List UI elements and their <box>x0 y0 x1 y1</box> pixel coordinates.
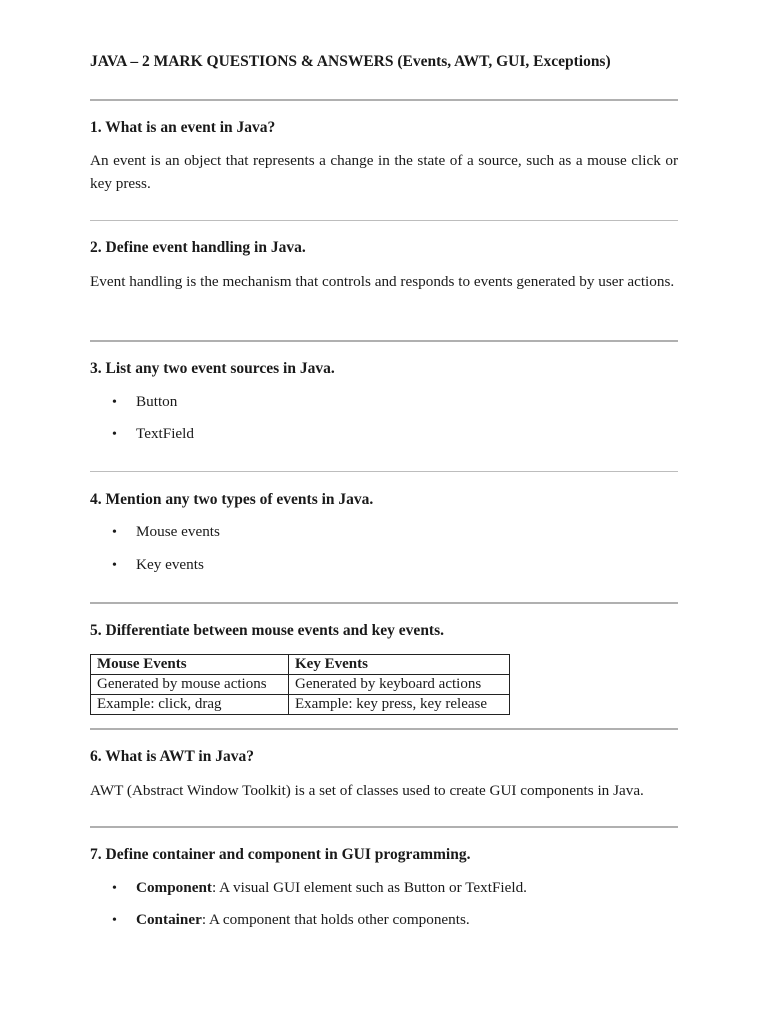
table-header-row <box>91 655 510 675</box>
question-6-heading: 6. What is AWT in Java? <box>90 748 254 765</box>
section-divider <box>90 602 678 604</box>
list-item-text: Button <box>136 393 178 410</box>
list-item <box>112 556 204 574</box>
list-item-text: Key events <box>136 556 204 573</box>
list-item-text: TextField <box>136 425 194 442</box>
list-item <box>112 393 177 411</box>
list-item <box>112 425 194 443</box>
section-divider <box>90 471 678 472</box>
document-title: JAVA – 2 MARK QUESTIONS & ANSWERS (Events, AWT, GUI, Exceptions) <box>90 53 611 70</box>
section-divider <box>90 340 678 342</box>
table-cell: Generated by keyboard actions <box>289 675 510 695</box>
definition-item-component <box>112 879 527 897</box>
section-divider <box>90 826 678 828</box>
table-row <box>91 695 510 715</box>
list-item-text: Mouse events <box>136 523 220 540</box>
bullet-icon: • <box>112 525 117 540</box>
bullet-icon: • <box>112 395 117 410</box>
section-divider <box>90 728 678 730</box>
question-1-heading: 1. What is an event in Java? <box>90 119 276 136</box>
section-divider <box>90 99 678 101</box>
question-3-heading: 3. List any two event sources in Java. <box>90 360 335 377</box>
table-header-cell: Key Events <box>289 655 510 675</box>
bullet-icon: • <box>112 427 117 442</box>
bullet-icon: • <box>112 881 117 896</box>
definition-term: Component <box>136 879 212 896</box>
definition-text: : A component that holds other components. <box>201 911 470 928</box>
definition-term: Container <box>136 911 202 928</box>
table-header-cell: Mouse Events <box>91 655 289 675</box>
bullet-icon: • <box>112 558 117 573</box>
question-2-answer: Event handling is the mechanism that controls and responds to events generated by user actions. <box>90 273 675 290</box>
question-1-answer: An event is an object that represents a change in the state of a source, such as a mouse click or key press. <box>90 152 678 192</box>
question-5-heading: 5. Differentiate between mouse events and key events. <box>90 622 445 639</box>
table-cell: Example: click, drag <box>91 695 289 715</box>
table-cell: Example: key press, key release <box>289 695 510 715</box>
bullet-icon: • <box>112 913 117 928</box>
definition-item-container <box>112 911 470 929</box>
table-row <box>91 675 510 695</box>
question-6-answer: AWT (Abstract Window Toolkit) is a set of classes used to create GUI components in Java. <box>90 782 644 799</box>
list-item <box>112 523 220 541</box>
question-7-heading: 7. Define container and component in GUI programming. <box>90 846 471 863</box>
comparison-table <box>90 654 510 715</box>
section-divider <box>90 220 678 221</box>
question-4-heading: 4. Mention any two types of events in Java. <box>90 491 374 508</box>
table-cell: Generated by mouse actions <box>91 675 289 695</box>
definition-text: : A visual GUI element such as Button or TextField. <box>211 879 527 896</box>
question-2-heading: 2. Define event handling in Java. <box>90 239 306 256</box>
